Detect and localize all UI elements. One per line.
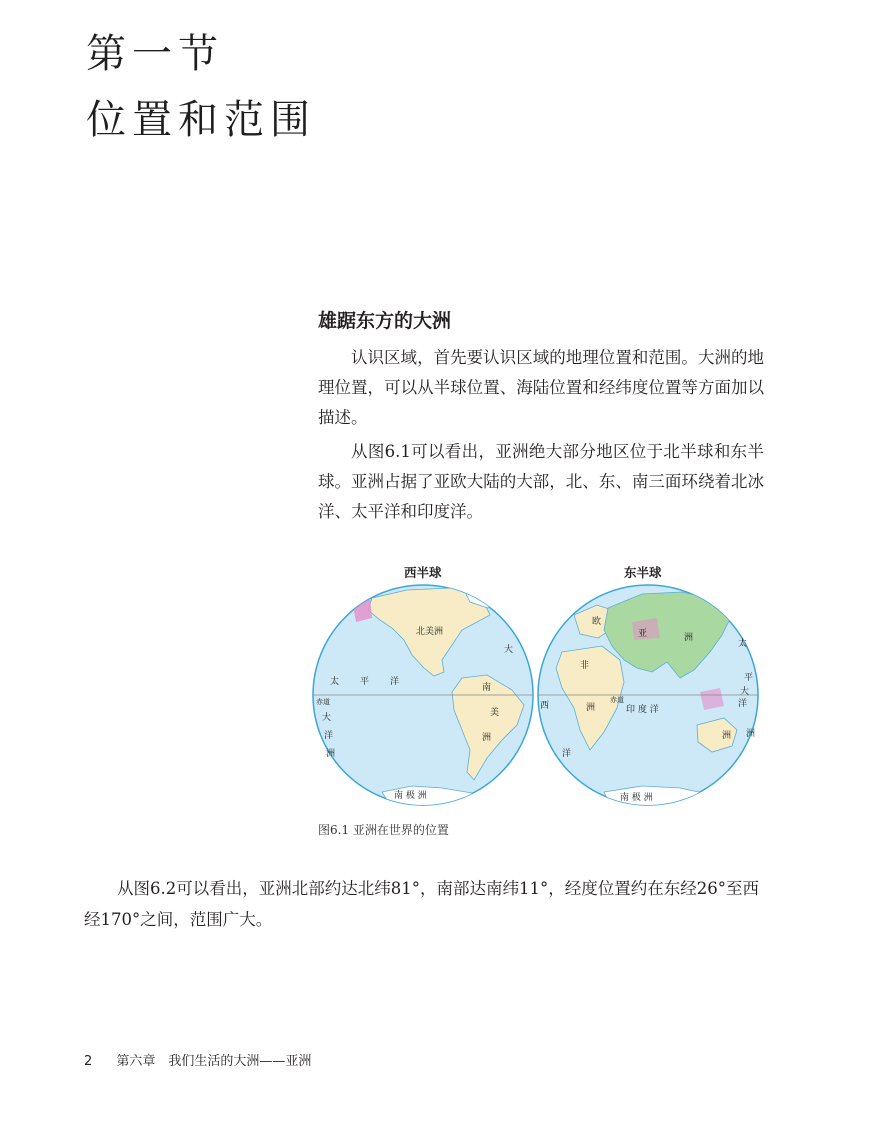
label-pacific-e-3: 大 [740, 687, 750, 697]
page-number: 2 [84, 1054, 93, 1069]
label-pacific-w-2: 平 [360, 677, 370, 687]
label-asia-2: 洲 [684, 633, 694, 643]
label-south-america-1: 南 [482, 683, 492, 693]
paragraph-3: 从图6.2可以看出，亚洲北部约达北纬81°，南部达南纬11°，经度位置约在东经26°至西经170°之间，范围广大。 [84, 879, 759, 929]
figure-caption: 图6.1 亚洲在世界的位置 [318, 823, 449, 837]
section-number: 第一节 [86, 31, 224, 77]
label-oceania: 洲 [722, 731, 732, 741]
label-dayang-3: 洲 [326, 749, 336, 759]
label-pacific-w-1: 太 [330, 677, 340, 687]
label-da-atlantic: 大 [504, 645, 514, 655]
page-footer [84, 1050, 311, 1069]
hemisphere-maps [312, 560, 768, 812]
label-pacific-e-4: 洋 [738, 699, 748, 709]
label-north-america: 北美洲 [416, 627, 444, 637]
label-xi: 西 [540, 701, 550, 711]
hemisphere-map-figure [312, 560, 768, 812]
west-hemisphere-title: 西半球 [404, 565, 442, 580]
label-dayang-1: 大 [322, 713, 332, 723]
label-dayang-2: 洋 [324, 731, 334, 741]
east-hemisphere [538, 585, 758, 808]
label-pacific-e-5: 洲 [746, 729, 756, 739]
label-pacific-w-3: 洋 [390, 677, 400, 687]
label-pacific-e-1: 太 [738, 639, 748, 649]
label-pacific-e-2: 平 [744, 673, 754, 683]
chapter-title: 第六章 我们生活的大洲——亚洲 [116, 1054, 312, 1069]
paragraph-1: 认识区域，首先要认识区域的地理位置和范围。大洲的地理位置，可以从半球位置、海陆位置和经纬度位置等方面加以描述。 [318, 348, 764, 427]
west-hemisphere [313, 585, 533, 808]
label-africa-1: 非 [580, 661, 590, 671]
label-asia-1: 亚 [638, 629, 648, 639]
label-equator-e: 赤道 [610, 696, 624, 704]
east-hemisphere-title: 东半球 [624, 565, 662, 580]
label-africa-2: 洲 [586, 703, 596, 713]
label-south-america-3: 洲 [482, 733, 492, 743]
label-europe: 欧 [592, 617, 602, 627]
label-yang-e: 洋 [562, 749, 572, 759]
label-antarctica-w: 南 极 洲 [394, 791, 427, 801]
label-antarctica-e: 南 极 洲 [620, 793, 653, 803]
subheading: 雄踞东方的大洲 [318, 310, 452, 332]
label-indian-ocean: 印 度 洋 [626, 705, 659, 715]
section-title: 位置和范围 [86, 97, 316, 143]
paragraph-2: 从图6.1可以看出，亚洲绝大部分地区位于北半球和东半球。亚洲占据了亚欧大陆的大部，北、东、南三面环绕着北冰洋、太平洋和印度洋。 [318, 442, 764, 521]
label-south-america-2: 美 [490, 708, 500, 718]
east-islands-patch [700, 688, 724, 710]
label-equator-w: 赤道 [316, 698, 330, 706]
